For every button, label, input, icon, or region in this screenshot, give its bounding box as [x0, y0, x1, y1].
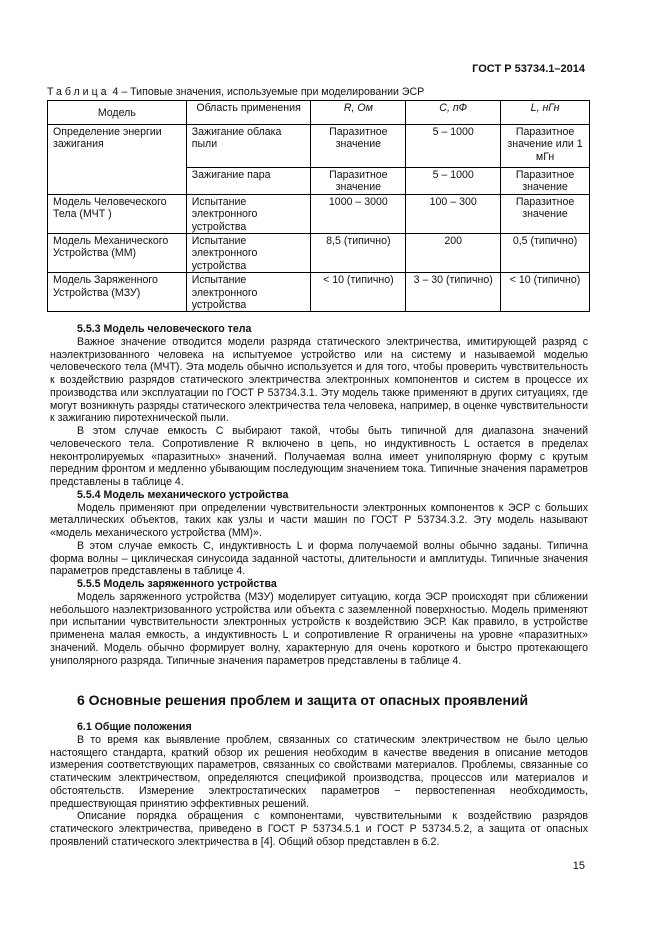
table-cell: Модель Человеческого Тела (МЧТ ) — [48, 194, 187, 233]
column-header: Модель — [48, 101, 187, 125]
table-cell: < 10 (типично) — [311, 273, 406, 312]
table-cell: 8,5 (типично) — [311, 234, 406, 273]
table-cell: 200 — [406, 234, 501, 273]
table-cell: Определение энергии зажигания — [48, 125, 187, 195]
sections-5-5 — [50, 323, 588, 667]
table-row — [48, 125, 590, 168]
table-cell: 5 – 1000 — [406, 125, 501, 168]
caption-text: 4 – Типовые значения, используемые при моделировании ЭСР — [112, 86, 425, 98]
paragraph: Описание порядка обращения с компонентами, чувствительными к воздействию разрядов статического электричества, приведено в ГОСТ Р 53734.5.1 и ГОСТ Р 53734.5.2, а защита от опасных проявлений статического электричества в [4]. Общий обзор представлен в 6.2. — [50, 810, 588, 848]
table-cell: 100 – 300 — [406, 194, 501, 233]
page-number: 15 — [572, 860, 585, 872]
caption-label: Таблица — [47, 86, 110, 98]
section-heading: 5.5.5 Модель заряженного устройства — [77, 578, 277, 590]
table-row — [48, 234, 590, 273]
table-cell: Паразитное значение — [501, 194, 590, 233]
paragraph: В этом случае емкость C выбирают такой, чтобы быть типичной для диапазона значений человеческого тела. Сопротивление R включено в цепь, но индуктивность L остается в пределах неконтролируемых «паразитных» значений. Получаемая волна имеет униполярную форму с крутым передним фронтом и медленно убывающим последующим значением тока. Типичные значения параметров представлены в таблице 4. — [50, 425, 588, 488]
table-cell: Модель Заряженного Устройства (МЗУ) — [48, 273, 187, 312]
table-cell: Паразитное значение или 1 мГн — [501, 125, 590, 168]
table-cell: 0,5 (типично) — [501, 234, 590, 273]
chapter-heading: 6 Основные решения проблем и защита от опасных проявлений — [77, 692, 529, 708]
column-header: C, пФ — [406, 101, 501, 125]
section-6-1 — [50, 721, 588, 849]
table-cell: Паразитное значение — [311, 168, 406, 195]
typical-values-table — [47, 100, 590, 312]
table-caption — [47, 86, 424, 98]
column-header: L, нГн — [501, 101, 590, 125]
table-header-row — [48, 101, 590, 125]
table-cell: Испытание электронного устройства — [186, 273, 311, 312]
document-header: ГОСТ Р 53734.1–2014 — [472, 63, 585, 75]
table-cell: Зажигание облака пыли — [186, 125, 311, 168]
table-cell: < 10 (типично) — [501, 273, 590, 312]
table-cell: 5 – 1000 — [406, 168, 501, 195]
table-cell: Модель Механического Устройства (ММ) — [48, 234, 187, 273]
paragraph: Модель заряженного устройства (МЗУ) моделирует ситуацию, когда ЭСР происходят при сближении небольшого наэлектризованного устройства или объекта с заземленной поверхностью. Модель применяют при испытании чувствительности электронных устройств к воздействию ЭСР. Как правило, в устройстве применена малая емкость, а индуктивность L и сопротивление R ограничены на уровне «паразитных» значений. Модель обычно формирует волну, характерную для очень короткого и быстро протекающего униполярного разряда. Типичные значения параметров представлены в таблице 4. — [50, 590, 588, 667]
table-cell: Испытание электронного устройства — [186, 194, 311, 233]
section-heading: 5.5.4 Модель механического устройства — [77, 488, 289, 501]
section-heading: 5.5.3 Модель человеческого тела — [77, 323, 252, 335]
paragraph: В то время как выявление проблем, связанных со статическим электричеством не было целью настоящего стандарта, краткий обзор их решения необходим в качестве введения в описание методов измерения соответствующих параметров, связанных со свойствами материалов. Проблемы, связанные со статическим электричеством, определяются спецификой производства, процессов или материалов и обстоятельств. Измерение электростатических параметров − первостепенная необходимость, предшествующая принятию эффективных решений. — [50, 733, 588, 810]
table-cell: 3 – 30 (типично) — [406, 273, 501, 312]
table-row — [48, 194, 590, 233]
column-header: R, Ом — [311, 101, 406, 125]
table-cell: Паразитное значение — [501, 168, 590, 195]
section-heading: 6.1 Общие положения — [77, 721, 192, 733]
paragraph: Модель применяют при определении чувствительности электронных компонентов к ЭСР с больших металлических объектов, таких как узлы и части машин по ГОСТ Р 53734.3.2. Эту модель называют «модель механического устройства (ММ)». — [50, 501, 588, 539]
paragraph: В этом случае емкость C, индуктивность L и форма получаемой волны обычно заданы. Типична форма волны – циклическая синусоида заданной частоты, длительности и амплитуды. Типичные значения параметров представлены в таблице 4. — [50, 539, 588, 578]
table-row — [48, 273, 590, 312]
table-cell: Паразитное значение — [311, 125, 406, 168]
table-cell: 1000 – 3000 — [311, 194, 406, 233]
column-header: Область применения — [186, 101, 311, 125]
table-cell: Испытание электронного устройства — [186, 234, 311, 273]
table-cell: Зажигание пара — [186, 168, 311, 195]
paragraph: Важное значение отводится модели разряда статического электричества, имитирующей разряд с наэлектризованного человека на испытуемое устройство или на систему и называемой моделью человеческого тела (МЧТ). Эта модель обычно используется и для того, чтобы проверить чувствительность к воздействию разрядов статического электричества электронных компонентов и систем в процессе их производства или эксплуатации по ГОСТ Р 53734.3.1. Эту модель также применяют в других ситуациях, где могут возникнуть разряды статического электричества тела человека, например, в оценке чувствительности к зажиганию пиротехнической пыли. — [50, 335, 588, 425]
